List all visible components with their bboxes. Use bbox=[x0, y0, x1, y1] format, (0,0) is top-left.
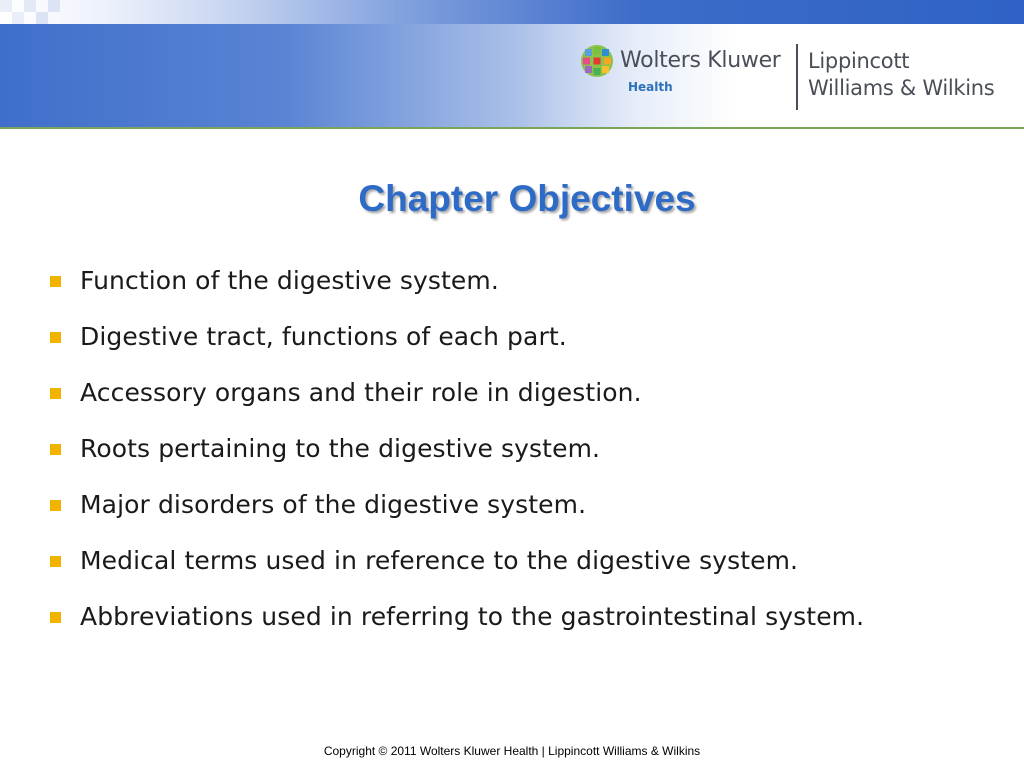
brand-name: Wolters Kluwer bbox=[620, 48, 781, 73]
logo-divider bbox=[796, 44, 798, 110]
header-top-strip bbox=[0, 0, 1024, 24]
wolters-kluwer-globe-icon bbox=[580, 44, 614, 78]
partner-name bbox=[808, 48, 994, 102]
list-item bbox=[0, 375, 1024, 431]
list-item-text: Major disorders of the digestive system. bbox=[80, 490, 587, 519]
square-bullet-icon bbox=[50, 556, 61, 567]
decor-square bbox=[24, 0, 36, 12]
square-bullet-icon bbox=[50, 500, 61, 511]
decor-square bbox=[12, 12, 24, 24]
list-item bbox=[0, 263, 1024, 319]
square-bullet-icon bbox=[50, 444, 61, 455]
partner-name-line2: Williams & Wilkins bbox=[808, 76, 995, 100]
brand-subtitle: Health bbox=[628, 80, 673, 94]
header-divider-line bbox=[0, 127, 1024, 129]
square-bullet-icon bbox=[50, 388, 61, 399]
header-banner bbox=[0, 0, 1024, 127]
decor-square bbox=[0, 0, 12, 12]
list-item-text: Roots pertaining to the digestive system. bbox=[80, 434, 601, 463]
partner-name-line1: Lippincott bbox=[808, 49, 910, 73]
list-item bbox=[0, 431, 1024, 487]
copyright-footer: Copyright © 2011 Wolters Kluwer Health | Lippincott Williams & Wilkins bbox=[323, 744, 701, 758]
list-item-text: Function of the digestive system. bbox=[80, 266, 499, 295]
square-bullet-icon bbox=[50, 612, 61, 623]
list-item bbox=[0, 319, 1024, 375]
objectives-list bbox=[0, 263, 1024, 655]
list-item bbox=[0, 599, 1024, 655]
list-item-text: Abbreviations used in referring to the gastrointestinal system. bbox=[80, 602, 865, 631]
square-bullet-icon bbox=[50, 332, 61, 343]
slide-title: Chapter Objectives bbox=[358, 178, 696, 219]
list-item-text: Accessory organs and their role in digestion. bbox=[80, 378, 642, 407]
list-item bbox=[0, 543, 1024, 599]
square-bullet-icon bbox=[50, 276, 61, 287]
publisher-logo bbox=[580, 40, 1020, 116]
list-item bbox=[0, 487, 1024, 543]
decor-square bbox=[48, 0, 60, 12]
list-item-text: Medical terms used in reference to the digestive system. bbox=[80, 546, 799, 575]
decor-square bbox=[36, 12, 48, 24]
list-item-text: Digestive tract, functions of each part. bbox=[80, 322, 567, 351]
